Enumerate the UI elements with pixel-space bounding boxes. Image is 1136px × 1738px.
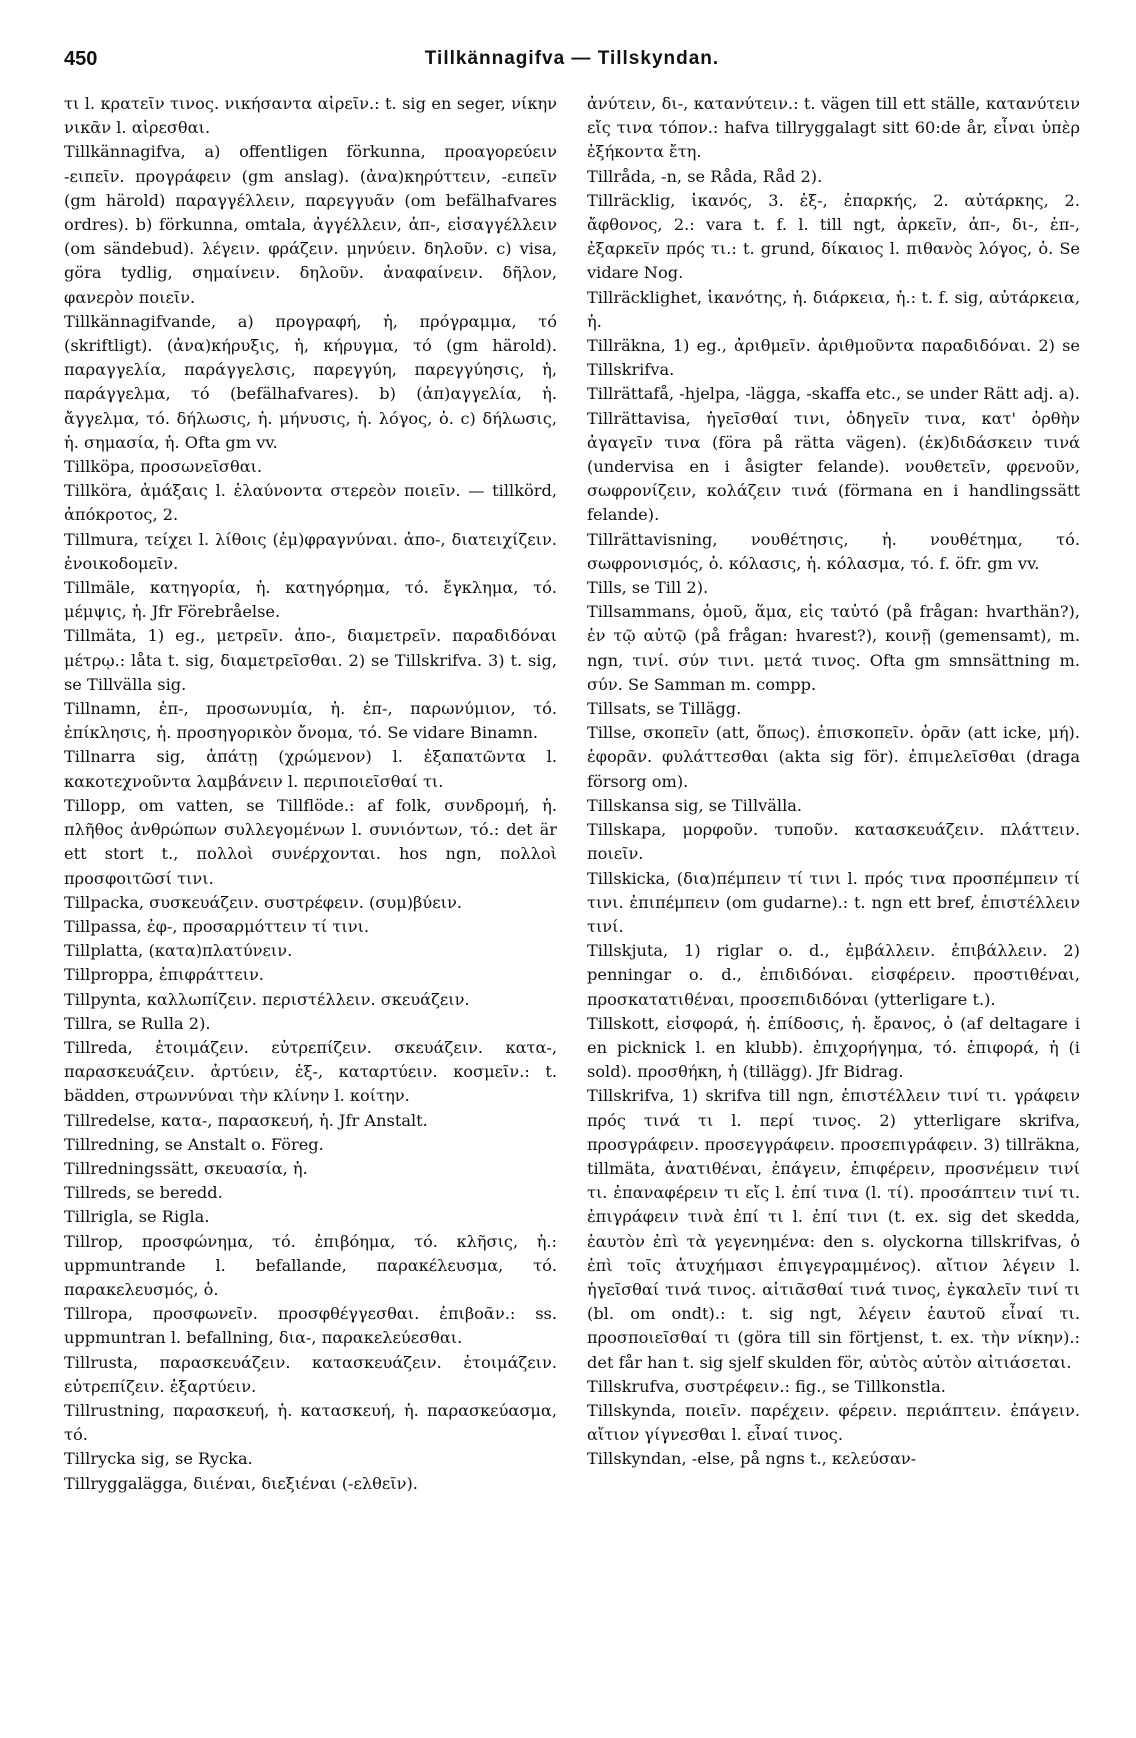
dictionary-entry: Tillskapa, μορφοῦν. τυποῦν. κατασκευάζειν. πλάττειν. ποιεῖν.	[587, 820, 1080, 864]
dictionary-entry: Tillköpa, προσωνεῖσθαι.	[64, 457, 263, 477]
dictionary-entry: Tillsammans, ὁμοῦ, ἅμα, εἰς ταὐτό (på frågan: hvarthän?), ἐν τῷ αὐτῷ (på frågan: hvarest?), κοινῇ (gemensamt), m. ngn, τινί. σύν τινι. μετά τινος. Ofta gm smnsättning m. σύν. Se Samman m. compp.	[587, 602, 1080, 694]
dictionary-entry: Tillrusta, παρασκευάζειν. κατασκευάζειν. ἑτοιμάζειν. εὐτρεπίζειν. ἐξαρτύειν.	[64, 1352, 557, 1396]
dictionary-entry: Tillryggalägga, διιέναι, διεξιέναι (-ελθεῖν).	[64, 1473, 418, 1493]
dictionary-entry: Tillproppa, ἐπιφράττειν.	[64, 965, 264, 985]
dictionary-entry: Tillreda, ἑτοιμάζειν. εὐτρεπίζειν. σκευάζειν. κατα-, παρασκευάζειν. ἀρτύειν, ἐξ-, καταρτύειν. κοσμεῖν.: t. bädden, στρωννύναι τὴν κλίνην l. κοίτην.	[64, 1037, 557, 1106]
dictionary-entry: Tillskansa sig, se Tillvälla.	[587, 795, 803, 815]
dictionary-entry: Tillropa, προσφωνεῖν. προσφθέγγεσθαι. ἐπιβοᾶν.: ss. uppmuntran l. befallning, δια-, παρακελεύεσθαι.	[64, 1304, 557, 1348]
running-title: Tillkännagifva — Tillskyndan.	[424, 48, 720, 69]
dictionary-entry: Tillredning, se Anstalt o. Föreg.	[64, 1134, 324, 1154]
dictionary-entry: Tillmäta, 1) eg., μετρεῖν. ἀπο-, διαμετρεῖν. παραδιδόναι μέτρῳ.: låta t. sig, διαμετρεῖσθαι. 2) se Tillskrifva. 3) t. sig, se Tillvälla sig.	[64, 626, 557, 694]
dictionary-entry: Tillpynta, καλλωπίζειν. περιστέλλειν. σκευάζειν.	[64, 989, 470, 1009]
dictionary-entry: Tillrustning, παρασκευή, ἡ. κατασκευή, ἡ. παρασκεύασμα, τό.	[64, 1400, 557, 1445]
dictionary-entry: Tillkännagifvande, a) προγραφή, ἡ, πρόγραμμα, τό (skriftligt). (ἀνα)κήρυξις, ἡ, κήρυγμα, τό (gm härold). παραγγελία, παράγγελσις, παρεγγύη, παρεγγύησις, ἡ, παράγγελμα, τό (befälhafvares). b) (ἀπ)αγγελία, ἡ. ἄγγελμα, τό. δήλωσις, ἡ. μήνυσις, ἡ. λόγος, ὁ. c) δήλωσις, ἡ. σημασία, ἡ. Ofta gm vv.	[64, 311, 557, 452]
dictionary-entry: Tillrigla, se Rigla.	[64, 1207, 210, 1227]
dictionary-entry: ἀνύτειν, δι-, κατανύτειν.: t. vägen till ett ställe, κατανύτειν εἴς τινα τόπον.: hafva tillryggalagt sitt 60:de år, εἶναι ὑπὲρ ἑξήκοντα ἔτη.	[587, 94, 1080, 162]
dictionary-entry: Tillra, se Rulla 2).	[64, 1013, 211, 1033]
text-columns	[64, 92, 1080, 1496]
dictionary-entry: Tillsats, se Tillägg.	[587, 699, 742, 719]
dictionary-entry: Tillskynda, ποιεῖν. παρέχειν. φέρειν. περιάπτειν. ἐπάγειν. αἴτιον γίγνεσθαι l. εἶναί τινος.	[587, 1400, 1080, 1445]
dictionary-entry: Tillpacka, συσκευάζειν. συστρέφειν. (συμ)βύειν.	[64, 892, 462, 912]
dictionary-entry: Tillnarra sig, ἀπάτῃ (χρώμενον) l. ἐξαπατῶντα l. κακοτεχνοῦντα λαμβάνειν l. περιποιεῖσθαί τι.	[64, 747, 557, 791]
dictionary-entry: Tillrop, προσφώνημα, τό. ἐπιβόημα, τό. κλῆσις, ἡ.: uppmuntrande l. befallande, παρακέλευσμα, τό. παρακελευσμός, ὁ.	[64, 1231, 557, 1299]
dictionary-entry: Tillplatta, (κατα)πλατύνειν.	[64, 941, 293, 961]
dictionary-entry: Tillse, σκοπεῖν (att, ὅπως). ἐπισκοπεῖν. ὁρᾶν (att icke, μή). ἐφορᾶν. φυλάττεσθαι (akta sig för). ἐπιμελεῖσθαι (draga försorg om).	[587, 723, 1080, 791]
dictionary-entry: Tillnamn, ἐπ-, προσωνυμία, ἡ. ἐπ-, παρωνύμιον, τό. ἐπίκλησις, ἡ. προσηγορικὸν ὄνομα, τό. Se vidare Binamn.	[64, 699, 557, 743]
dictionary-entry: τι l. κρατεῖν τινος. νικήσαντα αἱρεῖν.: t. sig en seger, νίκην νικᾶν l. αἱρεσθαι.	[64, 94, 557, 138]
dictionary-entry: Tillopp, om vatten, se Tillflöde.: af folk, συνδρομή, ἡ. πλῆθος ἀνθρώπων συλλεγομένων l. συνιόντων, τό.: det är ett stort t., πολλοὶ συνέρχονται. hos ngn, πολλοὶ προσφοιτῶσί τινι.	[64, 795, 557, 888]
dictionary-entry: Tillköra, ἁμάξαις l. ἐλαύνοντα στερεὸν ποιεῖν. — tillkörd, ἀπόκροτος, 2.	[64, 481, 557, 525]
dictionary-entry: Tillråda, -n, se Råda, Råd 2).	[587, 166, 823, 186]
dictionary-entry: Tillredelse, κατα-, παρασκευή, ἡ. Jfr Anstalt.	[64, 1110, 428, 1130]
dictionary-entry: Tillräcklig, ἱκανός, 3. ἐξ-, ἐπαρκής, 2. αὐτάρκης, 2. ἄφθονος, 2.: vara t. f. l. till ngt, ἀρκεῖν, ἀπ-, δι-, ἐπ-, ἐξαρκεῖν πρός τι.: t. grund, δίκαιος l. πιθανὸς λόγος, ὁ. Se vidare Nog.	[587, 190, 1080, 283]
dictionary-entry: Tillskicka, (δια)πέμπειν τί τινι l. πρός τινα προσπέμπειν τί τινι. ἐπιπέμπειν (om gudarne).: t. ngn ett bref, ἐπιστέλλειν τινί.	[587, 868, 1080, 936]
dictionary-entry: Tillskrufva, συστρέφειν.: fig., se Tillkonstla.	[587, 1376, 946, 1396]
dictionary-entry: Tillskott, εἰσφορά, ἡ. ἐπίδοσις, ἡ. ἔρανος, ὁ (af deltagare i en picknick l. en klubb). ἐπιχορήγημα, τό. ἐπιφορά, ἡ (i sold). προσθήκη, ἡ (tillägg). Jfr Bidrag.	[587, 1013, 1080, 1082]
dictionary-entry: Tillreds, se beredd.	[64, 1183, 223, 1203]
dictionary-entry: Tillredningssätt, σκευασία, ἡ.	[64, 1158, 308, 1178]
dictionary-entry: Tillrättavisning, νουθέτησις, ἡ. νουθέτημα, τό. σωφρονισμός, ὁ. κόλασις, ἡ. κόλασμα, τό. f. öfr. gm vv.	[587, 529, 1080, 573]
dictionary-entry: Tills, se Till 2).	[587, 578, 709, 598]
dictionary-entry: Tillskjuta, 1) riglar o. d., ἐμβάλλειν. ἐπιβάλλειν. 2) penningar o. d., ἐπιδιδόναι. εἰσφέρειν. προστιθέναι, προσκατατιθέναι, προσεπιδιδόναι (ytterligare t.).	[587, 941, 1080, 1009]
dictionary-entry: Tillskrifva, 1) skrifva till ngn, ἐπιστέλλειν τινί τι. γράφειν πρός τινά τι l. περί τινος. 2) ytterligare skrifva, προσγράφειν. προσεγγράφειν. προσεπιγράφειν. 3) tillräkna, tillmäta, ἀνατιθέναι, ἐπάγειν, ἐπιφέρειν, προσνέμειν τινί τι. ἐπαναφέρειν τι εἴς l. ἐπί τινα (l. τί). προσάπτειν τινί τι. ἐπιγράφειν τινὰ ἐπί τι l. ἐπί τινι (t. ex. sig det skedda, ἑαυτὸν ἐπὶ τὰ γεγενημένα: den s. olyckorna tillskrifvas, ὁ ἐπὶ τοῖς ἀτυχήμασι ἐπιγεγραμμένος). αἴτιον λέγειν l. ἡγεῖσθαί τινά τινος. αἰτιᾶσθαί τινά τινος, ἐγκαλεῖν τινί τι (bl. om ondt).: t. sig ngt, λέγειν ἑαυτοῦ εἶναί τι. προσποιεῖσθαί τι (göra till sin förtjenst, t. ex. τὴν νίκην).: det får han t. sig sjelf skulden för, αὐτὸς αὐτὸν αἰτιάσεται.	[587, 1086, 1080, 1372]
dictionary-entry: Tillräkna, 1) eg., ἀριθμεῖν. ἀριθμοῦντα παραδιδόναι. 2) se Tillskrifva.	[587, 336, 1080, 380]
dictionary-entry: Tillrättafå, -hjelpa, -lägga, -skaffa etc., se under Rätt adj. a).	[587, 384, 1080, 404]
dictionary-entry: Tillskyndan, -else, på ngns t., κελεύσαν-	[587, 1449, 917, 1469]
dictionary-entry: Tillpassa, ἐφ-, προσαρμόττειν τί τινι.	[64, 916, 370, 936]
page-header	[64, 48, 1080, 82]
dictionary-entry: Tillmäle, κατηγορία, ἡ. κατηγόρημα, τό. ἔγκλημα, τό. μέμψις, ἡ. Jfr Förebråelse.	[64, 578, 557, 622]
dictionary-entry: Tillrycka sig, se Rycka.	[64, 1449, 253, 1469]
dictionary-entry: Tillräcklighet, ἱκανότης, ἡ. διάρκεια, ἡ.: t. f. sig, αὐτάρκεια, ἡ.	[587, 287, 1080, 331]
dictionary-entry: Tillkännagifva, a) offentligen förkunna, προαγορεύειν -ειπεῖν. προγράφειν (gm anslag). (ἀνα)κηρύττειν, -ειπεῖν (gm härold) παραγγέλλειν, παρεγγυᾶν (om befälhafvares ordres). b) förkunna, omtala, ἀγγέλλειν, ἀπ-, εἰσαγγέλλειν (om sändebud). λέγειν. φράζειν. μηνύειν. δηλοῦν. c) visa, göra tydlig, σημαίνειν. δηλοῦν. ἀναφαίνειν. δῆλον, φανερὸν ποιεῖν.	[64, 142, 557, 307]
right-column	[587, 92, 1080, 1496]
dictionary-entry: Tillrättavisa, ἡγεῖσθαί τινι, ὁδηγεῖν τινα, κατ' ὀρθὴν ἀγαγεῖν τινα (föra på rätta vägen). (ἐκ)διδάσκειν τινά (undervisa en i åsigter felande). νουθετεῖν, φρενοῦν, σωφρονίζειν, κολάζειν τινά (förmana en i handlingssätt felande).	[587, 408, 1080, 525]
dictionary-entry: Tillmura, τείχει l. λίθοις (ἐμ)φραγνύναι. ἀπο-, διατειχίζειν. ἐνοικοδομεῖν.	[64, 529, 557, 573]
left-column	[64, 92, 557, 1496]
page-number: 450	[64, 48, 98, 70]
